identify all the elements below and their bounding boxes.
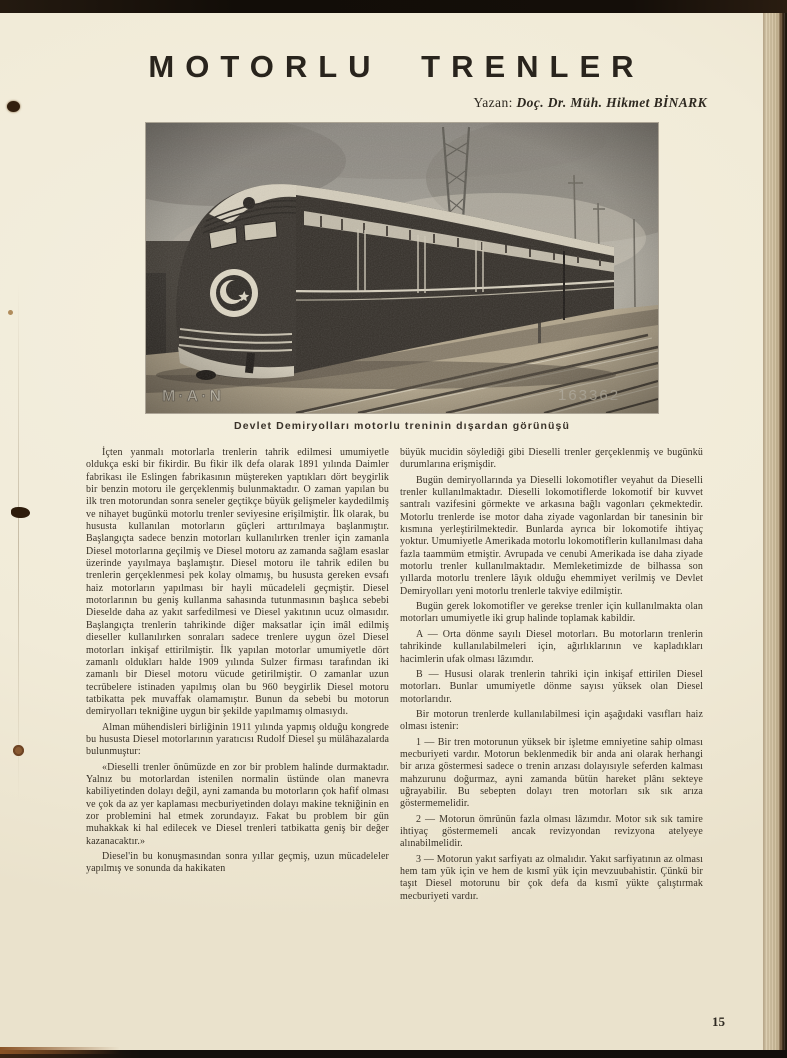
paragraph: Diesel'in bu konuşmasından sonra yıllar geçmiş, uzun mücadeleler yapılmış ve sonunda da hakikaten <box>86 851 389 875</box>
right-column <box>400 447 703 906</box>
paper-page <box>0 13 763 1050</box>
paragraph: büyük mucidin söylediği gibi Dieselli trenler gerçeklenmiş ve bugünkü durumlarına erişmişdir. <box>400 447 703 471</box>
paragraph: «Dieselli trenler önümüzde en zor bir problem halinde durmaktadır. Yalnız bu motorlardan istenilen normalin üstünde olan manevra kabiliyetinden dolayı değil, ayni zamanda bu motorların çok hafif olması ve çok da az yer kaplaması mecburiyetinden dolayı makine tekniğinin en zor problemini hal etmek zorundayız. Fakat bu problem bir gün muhakkak ki hal edilecek ve Diesel trenleri tatbikatta geniş bir değer kazanacaktır.» <box>86 761 389 847</box>
punch-hole <box>7 101 20 112</box>
page-number: 15 <box>712 1014 725 1029</box>
punch-hole <box>11 507 30 518</box>
left-column <box>86 447 389 906</box>
binding-crease <box>18 283 19 803</box>
paragraph: B — Hususi olarak trenlerin tahriki için inkişaf ettirilen Diesel motorları. Bunlar umumiyetle dönme sayısı yüksek olan Diesel motorlarıdır. <box>400 668 703 705</box>
punch-hole <box>13 745 24 756</box>
paragraph: Alman mühendisleri birliğinin 1911 yılında yapmış olduğu kongrede bu hususta Diesel motorlarının yaratıcısı Rudolf Diesel şu mülâhazalarda bulunmuştur: <box>86 721 389 758</box>
paragraph: Bir motorun trenlerde kullanılabilmesi için aşağıdaki vasıfları haiz olması istenir: <box>400 708 703 733</box>
paragraph: 2 — Motorun ömrünün fazla olması lâzımdır. Motor sık sık tamire ihtiyaç göstermemeli ancak revizyondan revizyona atelyeye alınabilmelidir. <box>400 813 703 850</box>
book-page-edges <box>763 13 787 1050</box>
scan-border-bottom-wedge <box>0 1047 120 1054</box>
photo-caption: Devlet Demiryolları motorlu treninin dışardan görünüşü <box>234 420 570 432</box>
train-illustration <box>146 123 658 413</box>
paragraph: 3 — Motorun yakıt sarfiyatı az olmalıdır. Yakıt sarfiyatının az olması hem tam yük için ve hem de kısmî yük için mevzuubahistir. Çünkü bir taşıt Diesel motorunu bir çok defa da kısmî yükte çalıştırmak mecburiyeti vardır. <box>400 853 703 902</box>
byline-label: Yazan: <box>473 95 513 110</box>
paragraph: 1 — Bir tren motorunun yüksek bir işletme emniyetine sahip olması mecburiyeti vardır. Motorun beklenmedik bir anda ani olarak herhangi bir arıza göstermesi sadece o trenin arızası dolayısıyle seferden kalması mahzurunu doğurmaz, ayni zamanda bütün hareket plânı sekteye uğrayabilir. Bu sebepten dolayı tren motorları sık sık arıza göstermemelidir. <box>400 736 703 810</box>
article-body <box>86 447 704 906</box>
scan-border-top <box>0 0 787 13</box>
byline <box>473 95 707 111</box>
paragraph: İçten yanmalı motorlarla trenlerin tahrik edilmesi umumiyetle oldukça eski bir fikirdir. Bu fikir ilk defa olarak 1891 yılında Daimler fabrikası ile Eslingen fabrikasının müştereken yaptıkları dört beygirlik bir benzin motoru ile gerçeklenmiş bulunmaktadır. O zaman yapılan bu ilk tren motorundan sonra seneler geçtikçe büyük gelişmeler kaydedilmiş ve nihayet bugünkü motorlu trenler seviyesine erişilmiştir. İlk olarak, bu hususta kullanılan motorların güçleri arttırılmaya başlanmıştır. Başlangıçta sadece benzin motorları kullanılırken trenler için zamanla Diesel motorlarına geçilmiş ve Diesel motoru az zamanda sağlam esaslar üzerinde yayılmaya başlamıştır. Diesel motoru ile tahrik edilen bu trenlerin gerçeklenmesi pek kolay olmamış, bu hususta gereken evsafı haiz motorların yapılması bir hayli mücadeleli geçmiştir. Diesel motorlarının bu geniş kullanma sahasında tutunmasının başlıca sebebi Dieselde daha az yakıt sarfedilmesi ve Diesel yakıtının ucuz olmasıdır. Başlangıçta trenlerin tahrikinde diğer maksatlar için imâl edilmiş dieseller kullanılırken sonraları sadece trenlere uygun özel Diesel motorları inkişaf ettirilmiştir. İlk yapılan motorlar umumiyetle dört zamanlı oldukları halde 1909 yılında Sulzer firması tarafından iki zamanlı bir Diesel motoru vücude getirilmiştir. O zamanlar uzun tecrübelere istinaden yapılmış olan bu 960 beygirlik Diesel motoru tatbikatta pek muvaffak olamamıştır. Bunun da sebebi bu motorun demiryolları tekniğine uygun bir şekilde yapılmamış olmasıydı. <box>86 447 389 718</box>
paragraph: Bugün gerek lokomotifler ve gerekse trenler için kullanılmakta olan motorları umumiyetle iki grup halinde toplamak kabildir. <box>400 601 703 625</box>
article-title: MOTORLU TRENLER <box>148 49 645 84</box>
punch-hole <box>8 310 13 315</box>
paragraph: Bugün demiryollarında ya Dieselli lokomotifler veyahut da Dieselli trenler kullanılmaktadır. Dieselli lokomotiflerde lokomotif bir kuvvet santralı vazifesini görmekte ve arkasına bağlı vagonları çekmektedir. Motorlu trenlerde ise motor daha ziyade vagonlardan bir tanesinin bir kısmına yerleştirilmektedir. Bunlarda ayrıca bir lokomotife ihtiyaç yoktur. Umumiyetle Amerikada motorlu lokomotiflerin kullanılması daha fazla taammüm etmiştir. Avrupada ve cenubi Amerikada ise daha ziyade motorlu trenler kullanılmaktadır. Memleketimizde de bilhassa son yıllarda motorlu trenlere lâyık olduğu ehemmiyet verilmiş ve Devlet Demiryolları yeni motorlu trenlerle takviye edilmiştir. <box>400 474 703 597</box>
byline-author: Doç. Dr. Müh. Hikmet BİNARK <box>516 95 707 110</box>
train-photo <box>146 123 658 413</box>
paragraph: A — Orta dönme sayılı Diesel motorları. Bu motorların trenlerin tahrikinde kullanılabilmeleri için, ağırlıklarının ve kapladıkları hacimlerin ufak olması lâzımdır. <box>400 628 703 665</box>
